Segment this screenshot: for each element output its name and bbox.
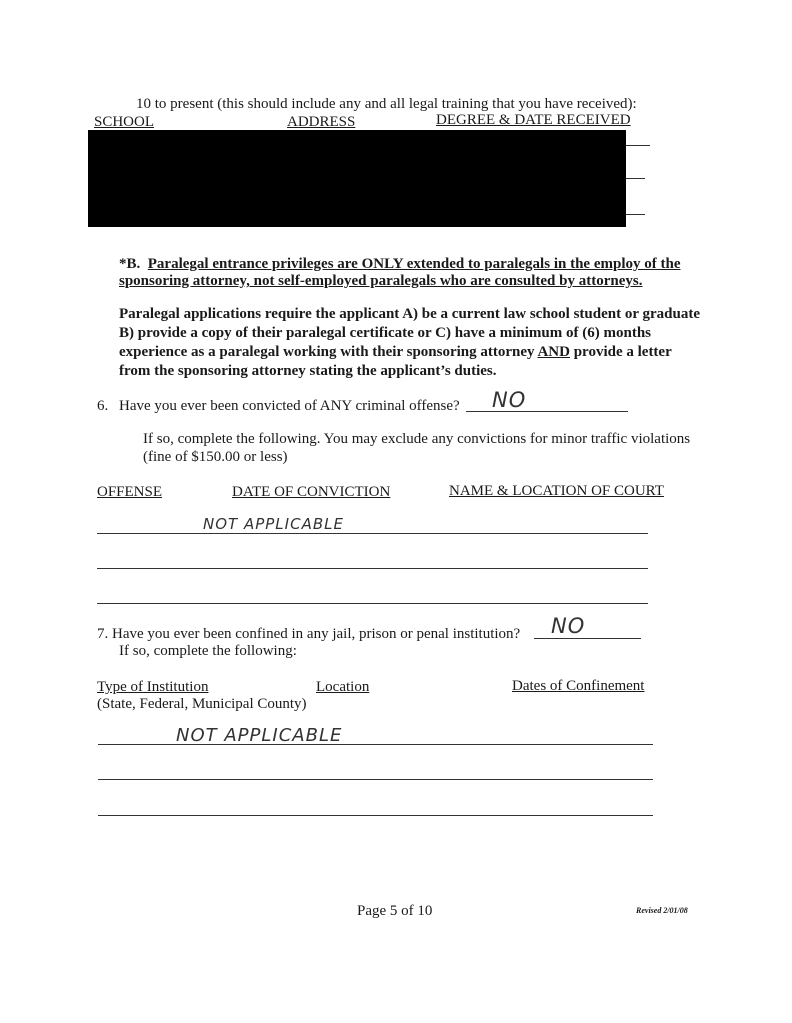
education-intro: 10 to present (this should include any and all legal training that you have received): — [136, 96, 637, 112]
revised-date: Revised 2/01/08 — [636, 906, 688, 915]
offense-line-2 — [97, 568, 648, 569]
req-post: provide a letter — [569, 344, 672, 360]
q6-question: Have you ever been convicted of ANY criminal offense? — [119, 398, 460, 414]
q7-entry: NOT APPLICABLE — [176, 725, 343, 746]
q6-answer: NO — [492, 388, 527, 412]
req-and: AND — [537, 344, 570, 360]
redaction-block — [88, 130, 626, 227]
column-header-dates-of-confinement: Dates of Confinement — [512, 678, 645, 694]
req-pre: experience as a paralegal working with their sponsoring attorney — [119, 344, 538, 360]
q6-entry: NOT APPLICABLE — [203, 515, 344, 533]
institution-line-1 — [98, 744, 653, 745]
offense-line-3 — [97, 603, 648, 604]
column-header-school: SCHOOL — [94, 114, 155, 130]
q7-question: Have you ever been confined in any jail, prison or penal institution? — [112, 626, 521, 642]
page-number: Page 5 of 10 — [357, 903, 433, 919]
notice-b — [119, 256, 680, 273]
q7-line — [97, 626, 520, 643]
column-header-type-sub: (State, Federal, Municipal County) — [97, 696, 307, 712]
institution-line-3 — [98, 815, 653, 816]
notice-b-label: *B. — [119, 256, 141, 272]
column-header-court: NAME & LOCATION OF COURT — [449, 483, 664, 499]
column-header-location: Location — [316, 679, 370, 695]
q7-answer: NO — [551, 614, 586, 638]
column-header-offense: OFFENSE — [97, 484, 163, 500]
column-header-type-of-institution: Type of Institution — [97, 679, 209, 695]
paralegal-requirements-line1: Paralegal applications require the applicant A) be a current law school student or graduate — [119, 306, 700, 322]
column-header-address: ADDRESS — [287, 114, 356, 130]
q7-number: 7. — [97, 626, 109, 642]
q6-instruction-line2: (fine of $150.00 or less) — [143, 449, 288, 465]
institution-line-2 — [98, 779, 653, 780]
notice-b-text-line2: sponsoring attorney, not self-employed paralegals who are consulted by attorneys. — [119, 273, 643, 289]
q6-answer-line — [466, 411, 628, 412]
notice-b-text-line1: Paralegal entrance privileges are ONLY extended to paralegals in the employ of the — [147, 256, 681, 272]
column-header-degree: DEGREE & DATE RECEIVED — [436, 112, 631, 128]
paralegal-requirements-line3 — [119, 344, 672, 361]
q7-instruction: If so, complete the following: — [119, 643, 297, 659]
offense-line-1 — [97, 533, 648, 534]
q6-number: 6. — [97, 398, 109, 414]
q7-answer-line — [534, 638, 641, 639]
q6-instruction-line1: If so, complete the following. You may exclude any convictions for minor traffic violations — [143, 431, 691, 447]
paralegal-requirements-line2: B) provide a copy of their paralegal certificate or C) have a minimum of (6) months — [119, 325, 652, 341]
column-header-date-of-conviction: DATE OF CONVICTION — [232, 484, 391, 500]
paralegal-requirements-line4: from the sponsoring attorney stating the applicant’s duties. — [119, 363, 497, 379]
